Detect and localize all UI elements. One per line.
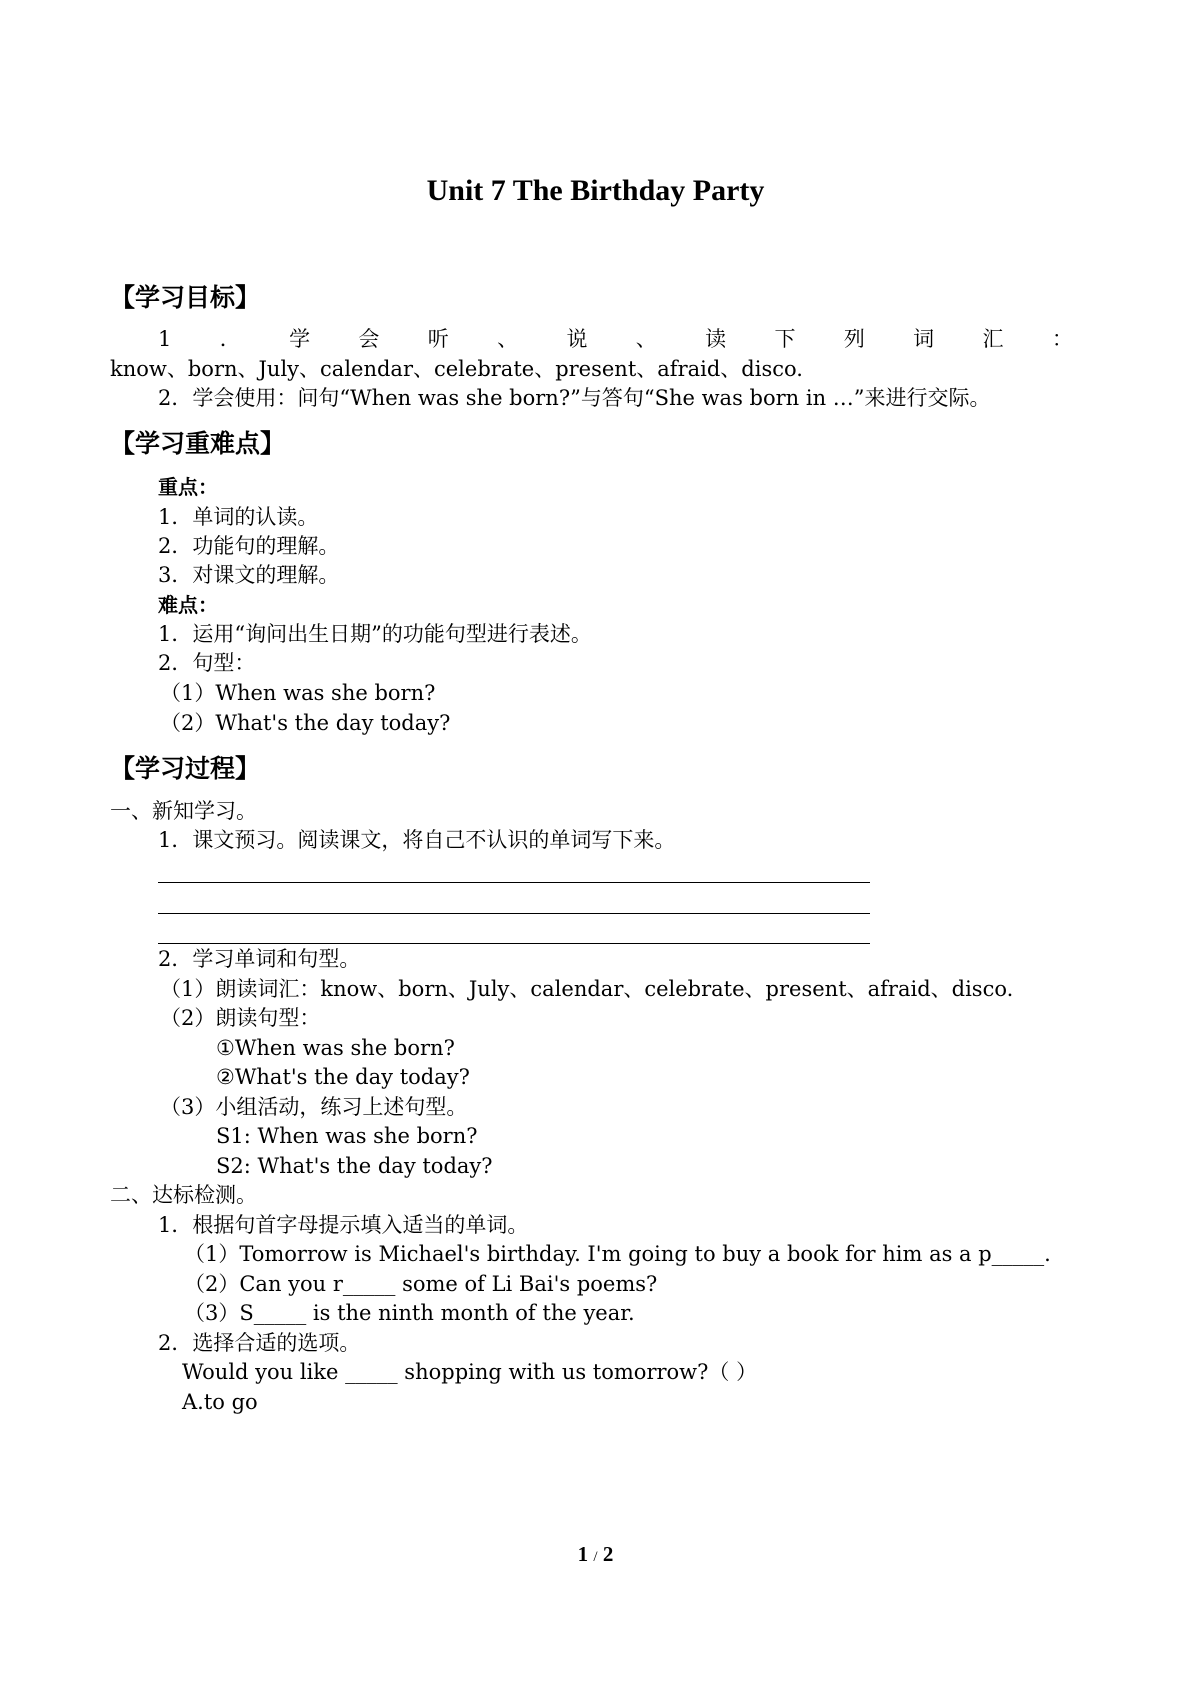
part1-sub-2-b: ②What's the day today? (216, 1065, 470, 1089)
section-heading-process: 【学习过程】 (110, 754, 261, 783)
key-item-3: 3．对课文的理解。 (158, 563, 340, 587)
key-item-1: 1．单词的认读。 (158, 505, 319, 529)
goal-item-1-char: 词 (913, 327, 935, 351)
goal-item-1-char: 、 (635, 327, 657, 351)
part1-sub-3-b: S2: What's the day today? (216, 1154, 493, 1178)
part1-sub-1: （1）朗读词汇：know、born、July、calendar、celebrate、present、afraid、disco. (160, 977, 1014, 1001)
goal-item-1 (158, 326, 1073, 352)
goal-item-1-char: 下 (774, 327, 796, 351)
part2-choice-question: Would you like _____ shopping with us tomorrow?（ ） (182, 1360, 758, 1384)
part1-item-2: 2．学习单词和句型。 (158, 947, 361, 971)
goal-item-1-char: ： (1051, 327, 1073, 351)
page-current: 1 (577, 1542, 589, 1566)
goal-item-1-char: 会 (358, 327, 380, 351)
goal-item-1-char: 、 (497, 327, 519, 351)
page-title: Unit 7 The Birthday Party (426, 174, 765, 207)
page-number (0, 1542, 1191, 1567)
pattern-2: （2）What's the day today? (160, 711, 451, 735)
part1-sub-3: （3）小组活动，练习上述句型。 (160, 1095, 468, 1119)
part2-heading: 二、达标检测。 (110, 1183, 257, 1207)
pattern-1: （1）When was she born? (160, 681, 436, 705)
goal-item-1-char: 说 (566, 327, 588, 351)
goal-item-1-char: 汇 (982, 327, 1004, 351)
part2-question-2: （2）Can you r_____ some of Li Bai's poems? (184, 1272, 658, 1296)
section-heading-key-points: 【学习重难点】 (110, 429, 286, 458)
part2-question-3: （3）S_____ is the ninth month of the year. (184, 1301, 635, 1325)
part2-choice-option-a: A.to go (182, 1390, 258, 1414)
goal-item-1-char: 1 (158, 327, 172, 351)
answer-blank-line (158, 882, 870, 883)
page-separator: / (593, 1549, 598, 1565)
answer-blank-line (158, 913, 870, 914)
part2-question-1: （1）Tomorrow is Michael's birthday. I'm going to buy a book for him as a p_____. (184, 1242, 1051, 1266)
goal-item-1-char: 读 (705, 327, 727, 351)
key-label: 重点： (158, 475, 218, 499)
goal-item-1-char: ． (219, 327, 241, 351)
goal-item-2: 2．学会使用：问句“When was she born?”与答句“She was born in …”来进行交际。 (158, 386, 991, 410)
goal-item-1-char: 学 (289, 327, 311, 351)
page-total: 2 (602, 1542, 614, 1566)
difficult-item-2: 2．句型： (158, 651, 256, 675)
part1-sub-2-a: ①When was she born? (216, 1036, 455, 1060)
part1-sub-3-a: S1: When was she born? (216, 1124, 478, 1148)
goal-item-1-char: 列 (843, 327, 865, 351)
goal-item-1-words: know、born、July、calendar、celebrate、present、afraid、disco. (110, 357, 803, 381)
part2-item-2: 2．选择合适的选项。 (158, 1331, 361, 1355)
key-item-2: 2．功能句的理解。 (158, 534, 340, 558)
section-heading-goals: 【学习目标】 (110, 283, 261, 312)
goal-item-1-char: 听 (427, 327, 449, 351)
answer-blank-line (158, 943, 870, 944)
part1-sub-2: （2）朗读句型： (160, 1006, 321, 1030)
part2-item-1: 1．根据句首字母提示填入适当的单词。 (158, 1213, 529, 1237)
difficult-item-1: 1．运用“询问出生日期”的功能句型进行表述。 (158, 622, 592, 646)
part1-heading: 一、新知学习。 (110, 799, 257, 823)
difficult-label: 难点： (158, 593, 218, 617)
part1-item-1: 1．课文预习。阅读课文，将自己不认识的单词写下来。 (158, 828, 676, 852)
